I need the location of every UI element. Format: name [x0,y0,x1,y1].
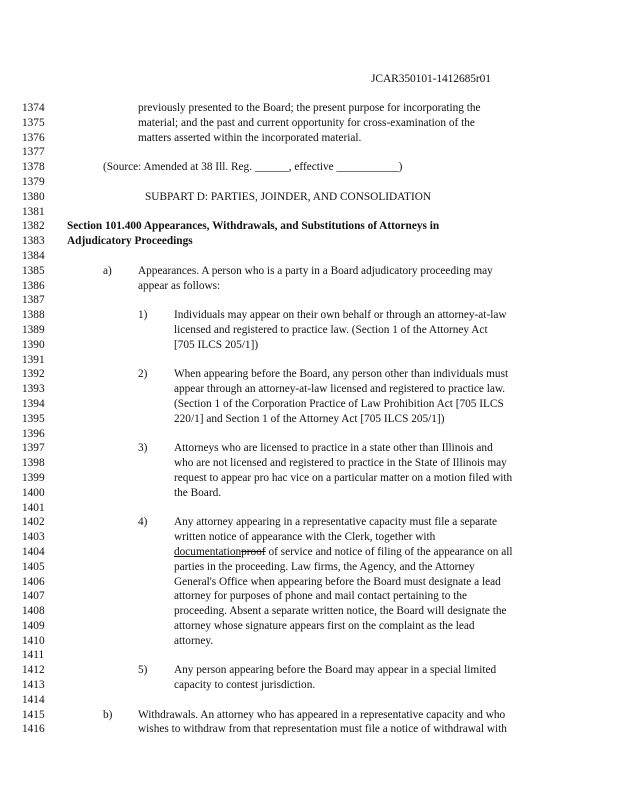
line-text: material; and the past and current opportunity for cross-examination of the [138,116,475,129]
document-line [0,308,619,323]
line-text: General's Office when appearing before the Board must designate a lead [174,575,501,588]
line-text: wishes to withdraw from that representation must file a notice of withdrawal with [138,723,507,736]
document-line [0,471,619,486]
line-number: 1412 [22,664,45,677]
document-line [0,427,619,442]
line-text: Appearances. A person who is a party in a Board adjudicatory proceeding may [138,264,493,277]
document-line [0,545,619,560]
line-text: who are not licensed and registered to practice in the State of Illinois may [174,457,507,470]
line-text: licensed and registered to practice law. (Section 1 of the Attorney Act [174,323,488,336]
document-line [0,412,619,427]
line-number: 1406 [22,575,45,588]
line-number: 1410 [22,634,45,647]
document-id: JCAR350101-1412685r01 [371,73,491,85]
document-line [0,145,619,160]
line-number: 1408 [22,605,45,618]
document-line [0,131,619,146]
line-number: 1414 [22,693,45,706]
document-line [0,353,619,368]
line-text: capacity to contest jurisdiction. [174,679,316,692]
line-number: 1390 [22,338,45,351]
document-line [0,441,619,456]
line-number: 1394 [22,397,45,410]
list-marker: 2) [138,368,148,381]
document-line [0,501,619,516]
line-number: 1395 [22,412,45,425]
line-number: 1415 [22,708,45,721]
line-number: 1409 [22,619,45,632]
line-number: 1405 [22,560,45,573]
document-line [0,175,619,190]
line-number: 1374 [22,102,45,114]
line-number: 1413 [22,679,45,692]
document-line [0,293,619,308]
line-text: 220/1] and Section 1 of the Attorney Act [705 ILCS 205/1]) [174,412,445,425]
document-line [0,693,619,708]
document-line [0,515,619,530]
line-number: 1399 [22,471,45,484]
line-number: 1416 [22,723,45,736]
line-text: appear as follows: [138,279,221,292]
line-number: 1400 [22,486,45,499]
line-number: 1375 [22,116,45,129]
document-line [0,264,619,279]
document-line [0,708,619,723]
list-marker: 1) [138,309,148,322]
line-text: Attorneys who are licensed to practice in a state other than Illinois and [174,442,493,455]
list-marker: 5) [138,664,148,677]
document-line [0,249,619,264]
line-text: Individuals may appear on their own behalf or through an attorney-at-law [174,309,507,322]
list-marker: 4) [138,516,148,529]
line-text: attorney for purposes of phone and mail contact pertaining to the [174,590,468,603]
document-line [0,678,619,693]
line-text: parties in the proceeding. Law firms, the Agency, and the Attorney [174,560,475,573]
line-text: (Source: Amended at 38 Ill. Reg. ______, effective ___________) [103,161,403,174]
document-line [0,160,619,175]
document-line [0,205,619,220]
line-number: 1384 [22,249,45,262]
document-line [0,382,619,397]
line-number: 1396 [22,427,45,440]
line-number: 1381 [22,205,45,218]
document-line [0,722,619,737]
line-text: appear through an attorney-at-law licensed and registered to practice law. [174,383,506,396]
deleted-text: proof [241,545,266,558]
document-line [0,634,619,649]
list-marker: a) [103,264,112,277]
document-line [0,219,619,234]
line-text: the Board. [174,486,222,499]
line-number: 1385 [22,264,45,277]
document-line [0,486,619,501]
line-number: 1407 [22,590,45,603]
document-line [0,323,619,338]
line-number: 1404 [22,545,45,558]
line-text: proceeding. Absent a separate written notice, the Board will designate the [174,605,507,618]
line-number: 1376 [22,131,45,144]
line-number: 1402 [22,516,45,529]
line-number: 1383 [22,235,45,248]
line-text: written notice of appearance with the Clerk, together with [174,531,436,544]
line-text: (Section 1 of the Corporation Practice of Law Prohibition Act [705 ILCS [174,397,504,410]
document-line [0,589,619,604]
document-line [0,190,619,205]
line-text: matters asserted within the incorporated material. [138,131,362,144]
document-line [0,234,619,249]
line-text: SUBPART D: PARTIES, JOINDER, AND CONSOLIDATION [145,190,432,203]
line-number: 1392 [22,368,45,381]
line-text: When appearing before the Board, any person other than individuals must [174,368,509,381]
line-number: 1382 [22,220,45,233]
line-text-remainder: of service and notice of filing of the appearance on all [265,545,513,558]
document-line [0,367,619,382]
line-number: 1397 [22,442,45,455]
document-line [0,397,619,412]
line-number: 1387 [22,294,45,307]
line-text: Any person appearing before the Board may appear in a special limited [174,664,497,677]
line-text: attorney whose signature appears first on the complaint as the lead [174,619,475,632]
document-line [0,456,619,471]
line-number: 1411 [22,649,45,662]
document-line [0,101,619,116]
list-marker: b) [103,708,113,721]
line-number: 1388 [22,309,45,322]
document-line [0,279,619,294]
line-number: 1403 [22,531,45,544]
line-number: 1389 [22,323,45,336]
line-text [174,545,512,560]
document-body [0,101,619,737]
document-line [0,619,619,634]
document-line [0,116,619,131]
line-number: 1377 [22,146,45,159]
document-line [0,338,619,353]
line-text: Any attorney appearing in a representative capacity must file a separate [174,516,498,529]
document-line [0,604,619,619]
line-number: 1379 [22,175,45,188]
line-text: attorney. [174,634,214,647]
document-line [0,575,619,590]
line-number: 1398 [22,457,45,470]
document-line [0,560,619,575]
line-text: request to appear pro hac vice on a particular matter on a motion filed with [174,471,513,484]
document-line [0,530,619,545]
line-text: Withdrawals. An attorney who has appeared in a representative capacity and who [138,708,506,721]
line-number: 1391 [22,353,45,366]
line-text: previously presented to the Board; the present purpose for incorporating the [138,102,481,114]
list-marker: 3) [138,442,148,455]
section-heading: Adjudicatory Proceedings [67,235,193,248]
line-number: 1401 [22,501,45,514]
line-number: 1386 [22,279,45,292]
line-number: 1393 [22,383,45,396]
line-number: 1380 [22,190,45,203]
document-line [0,663,619,678]
section-heading: Section 101.400 Appearances, Withdrawals, and Substitutions of Attorneys in [67,220,440,233]
document-line [0,648,619,663]
inserted-text: documentation [174,545,242,558]
line-number: 1378 [22,161,45,174]
line-text: [705 ILCS 205/1]) [174,338,259,351]
